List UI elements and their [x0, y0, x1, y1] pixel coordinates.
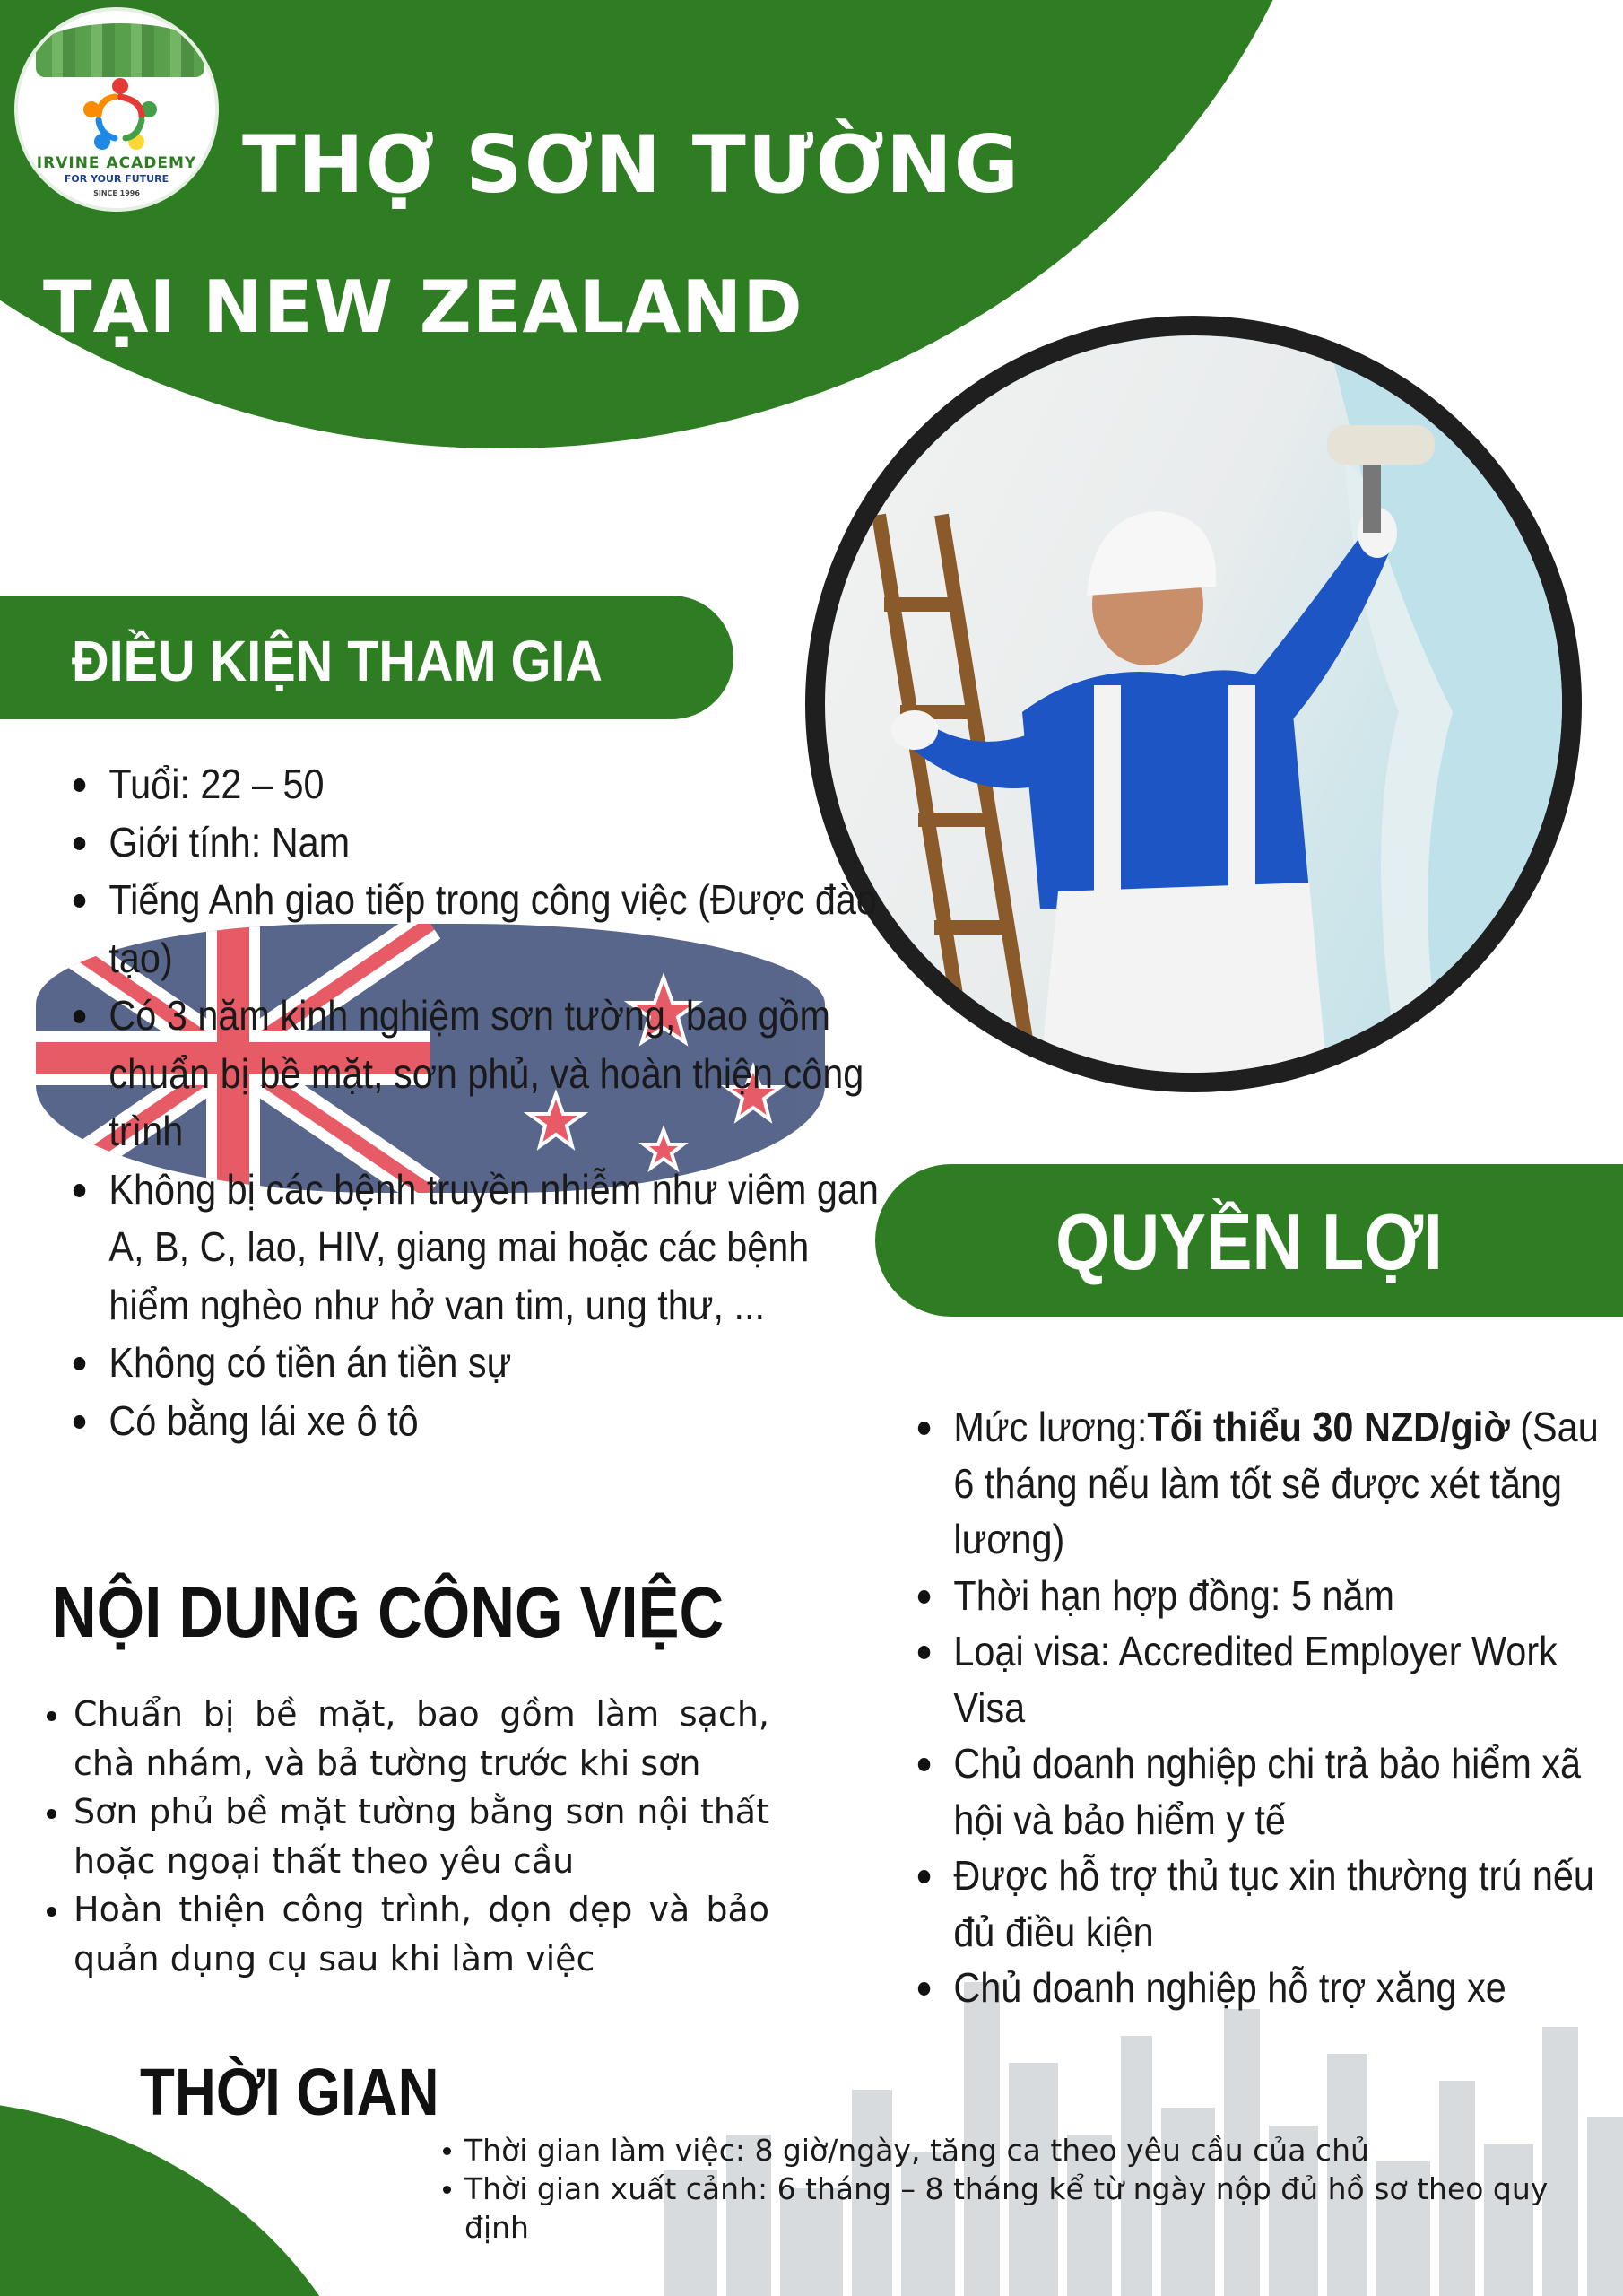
list-item: Hoàn thiện công trình, dọn dẹp và bảo quản dụng cụ sau khi làm việc: [70, 1885, 769, 1983]
job-list: [70, 1690, 769, 1983]
irvine-academy-logo: [14, 7, 219, 212]
list-item: Chuẩn bị bề mặt, bao gồm làm sạch, chà nhám, và bả tường trước khi sơn: [70, 1690, 769, 1787]
logo-tagline: FOR YOUR FUTURE: [64, 173, 169, 185]
list-item: Chủ doanh nghiệp chi trả bảo hiểm xã hội và bảo hiểm y tế: [916, 1735, 1610, 1848]
list-item: Chủ doanh nghiệp hỗ trợ xăng xe: [916, 1960, 1610, 2016]
page-subtitle: TẠI NEW ZEALAND: [43, 265, 803, 349]
time-heading: THỜI GIAN: [140, 2055, 439, 2129]
benefits-header: [875, 1164, 1623, 1317]
conditions-header: [0, 596, 733, 719]
list-item: Tuổi: 22 – 50: [72, 755, 879, 813]
list-item: Có bằng lái xe ô tô: [72, 1392, 879, 1450]
job-heading: NỘI DUNG CÔNG VIỆC: [52, 1572, 725, 1652]
conditions-list: [72, 755, 879, 1449]
list-item: Thời hạn hợp đồng: 5 năm: [916, 1568, 1610, 1624]
list-item: Có 3 năm kinh nghiệm sơn tường, bao gồm chuẩn bị bề mặt, sơn phủ, và hoàn thiện công trình: [72, 987, 879, 1161]
globe-icon: [36, 23, 204, 77]
salary-value: Tối thiểu 30 NZD/giờ: [1147, 1404, 1510, 1450]
painter-illustration: [825, 335, 1562, 1073]
people-ring-icon: [79, 74, 161, 156]
page-title: THỢ SƠN TƯỜNG: [242, 118, 1021, 211]
list-item: Sơn phủ bề mặt tường bằng sơn nội thất hoặc ngoại thất theo yêu cầu: [70, 1787, 769, 1885]
list-item: Không có tiền án tiền sự: [72, 1334, 879, 1392]
benefits-heading: QUYỀN LỢI: [1055, 1197, 1443, 1286]
list-item: Thời gian xuất cảnh: 6 tháng – 8 tháng kể từ ngày nộp đủ hồ sơ theo quy định: [464, 2170, 1576, 2247]
list-item: Loại visa: Accredited Employer Work Visa: [916, 1623, 1610, 1735]
list-item: Thời gian làm việc: 8 giờ/ngày, tăng ca theo yêu cầu của chủ: [464, 2131, 1576, 2170]
conditions-heading: ĐIỀU KIỆN THAM GIA: [72, 629, 603, 693]
list-item: Giới tính: Nam: [72, 813, 879, 872]
list-item: Tiếng Anh giao tiếp trong công việc (Được đào tạo): [72, 871, 879, 987]
list-item: Không bị các bệnh truyền nhiễm như viêm gan A, B, C, lao, HIV, giang mai hoặc các bệnh hiểm nghèo như hở van tim, ung thư, ...: [72, 1161, 879, 1335]
time-list: [464, 2131, 1576, 2247]
logo-name: IRVINE ACADEMY: [36, 154, 197, 172]
list-item-salary: [916, 1399, 1610, 1568]
logo-since: SINCE 1996: [93, 189, 140, 197]
benefits-list: [916, 1399, 1623, 2016]
salary-label: Mức lương:: [953, 1404, 1148, 1450]
list-item: Được hỗ trợ thủ tục xin thường trú nếu đủ điều kiện: [916, 1848, 1610, 1960]
painter-photo: [805, 316, 1582, 1092]
salary-note: (Sau 6 tháng nếu làm tốt sẽ được xét tăng lương): [953, 1404, 1599, 1562]
